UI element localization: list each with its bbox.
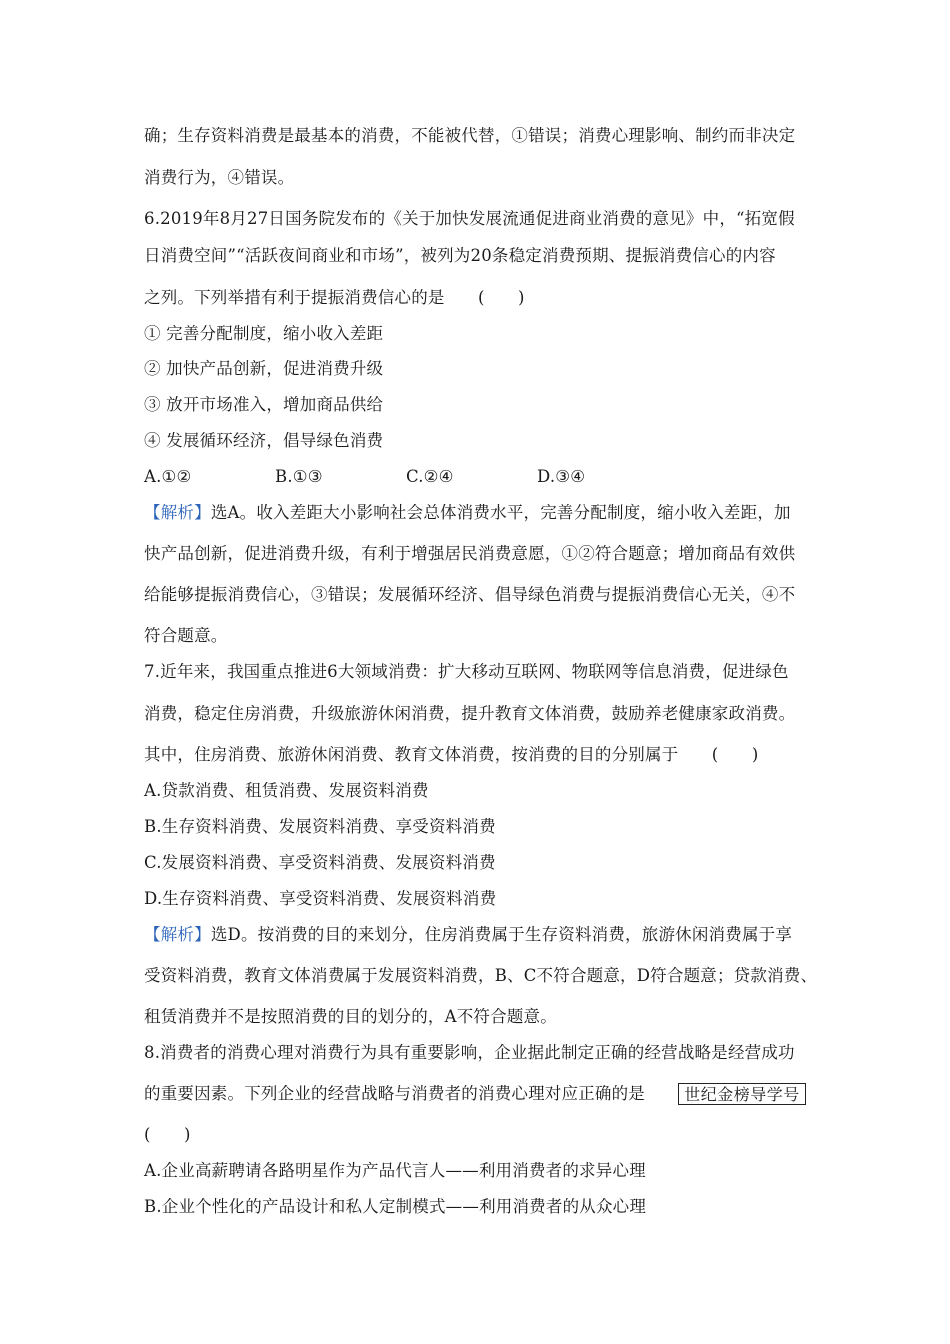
q6-item-4: ④ 发展循环经济，倡导绿色消费 xyxy=(144,431,384,450)
q6-stem-line-3: 之列。下列举措有利于提振消费信心的是 ( ) xyxy=(144,288,525,307)
q6-analysis-line-4: 符合题意。 xyxy=(144,626,228,645)
q6-analysis-line-2: 快产品创新，促进消费升级，有利于增强居民消费意愿，①②符合题意；增加商品有效供 xyxy=(144,544,796,563)
source-stamp: 世纪金榜导学号 xyxy=(678,1083,806,1105)
q7-option-c: C.发展资料消费、享受资料消费、发展资料消费 xyxy=(144,853,496,872)
q8-stem-line-1: 8.消费者的消费心理对消费行为具有重要影响，企业据此制定正确的经营战略是经营成功 xyxy=(144,1043,795,1062)
q8-option-b: B.企业个性化的产品设计和私人定制模式——利用消费者的从众心理 xyxy=(144,1197,647,1216)
q7-option-d: D.生存资料消费、享受资料消费、发展资料消费 xyxy=(144,889,497,908)
q6-option-c: C.②④ xyxy=(406,467,454,486)
q6-option-d: D.③④ xyxy=(537,467,586,486)
q8-answer-paren: ( ) xyxy=(144,1125,191,1144)
q7-option-a: A.贷款消费、租赁消费、发展资料消费 xyxy=(144,781,429,800)
q7-analysis-tag: 【解析】 xyxy=(144,925,211,944)
q6-option-a: A.①② xyxy=(144,467,192,486)
q7-analysis-line-1 xyxy=(144,924,814,946)
q5-continuation-line-2: 消费行为，④错误。 xyxy=(144,168,295,187)
q7-option-b: B.生存资料消费、发展资料消费、享受资料消费 xyxy=(144,817,496,836)
q7-analysis-line-3: 租赁消费并不是按照消费的目的划分的，A不符合题意。 xyxy=(144,1007,557,1026)
q7-stem-line-1: 7.近年来，我国重点推进6大领域消费：扩大移动互联网、物联网等信息消费，促进绿色 xyxy=(144,662,789,681)
q7-stem-line-2: 消费，稳定住房消费，升级旅游休闲消费，提升教育文体消费，鼓励养老健康家政消费。 xyxy=(144,704,796,723)
q6-stem-line-1: 6.2019年8月27日国务院发布的《关于加快发展流通促进商业消费的意见》中，“拓宽假 xyxy=(144,209,795,228)
q6-stem-line-2: 日消费空间”“活跃夜间商业和市场”，被列为20条稳定消费预期、提振消费信心的内容 xyxy=(144,246,776,265)
q6-option-b: B.①③ xyxy=(275,467,323,486)
q6-item-3: ③ 放开市场准入，增加商品供给 xyxy=(144,395,384,414)
q7-stem-line-3: 其中，住房消费、旅游休闲消费、教育文体消费，按消费的目的分别属于 ( ) xyxy=(144,745,759,764)
q6-analysis-line-1 xyxy=(144,502,814,524)
q8-stem-line-2: 的重要因素。下列企业的经营战略与消费者的消费心理对应正确的是 xyxy=(144,1084,645,1103)
q6-analysis-tag: 【解析】 xyxy=(144,503,211,522)
q5-continuation-line-1: 确；生存资料消费是最基本的消费，不能被代替，①错误；消费心理影响、制约而非决定 xyxy=(144,126,796,145)
q7-analysis-line-2: 受资料消费，教育文体消费属于发展资料消费，B、C不符合题意，D符合题意；贷款消费、 xyxy=(144,966,818,985)
q6-analysis-line-3: 给能够提振消费信心，③错误；发展循环经济、倡导绿色消费与提振消费信心无关，④不 xyxy=(144,585,796,604)
q6-options xyxy=(144,466,814,488)
q8-option-a: A.企业高薪聘请各路明星作为产品代言人——利用消费者的求异心理 xyxy=(144,1161,646,1180)
q7-analysis-text-1: 选D。按消费的目的来划分，住房消费属于生存资料消费，旅游休闲消费属于享 xyxy=(210,925,793,944)
q6-item-2: ② 加快产品创新，促进消费升级 xyxy=(144,359,384,378)
q6-item-1: ① 完善分配制度，缩小收入差距 xyxy=(144,324,384,343)
q6-analysis-text-1: 选A。收入差距大小影响社会总体消费水平，完善分配制度，缩小收入差距，加 xyxy=(210,503,791,522)
